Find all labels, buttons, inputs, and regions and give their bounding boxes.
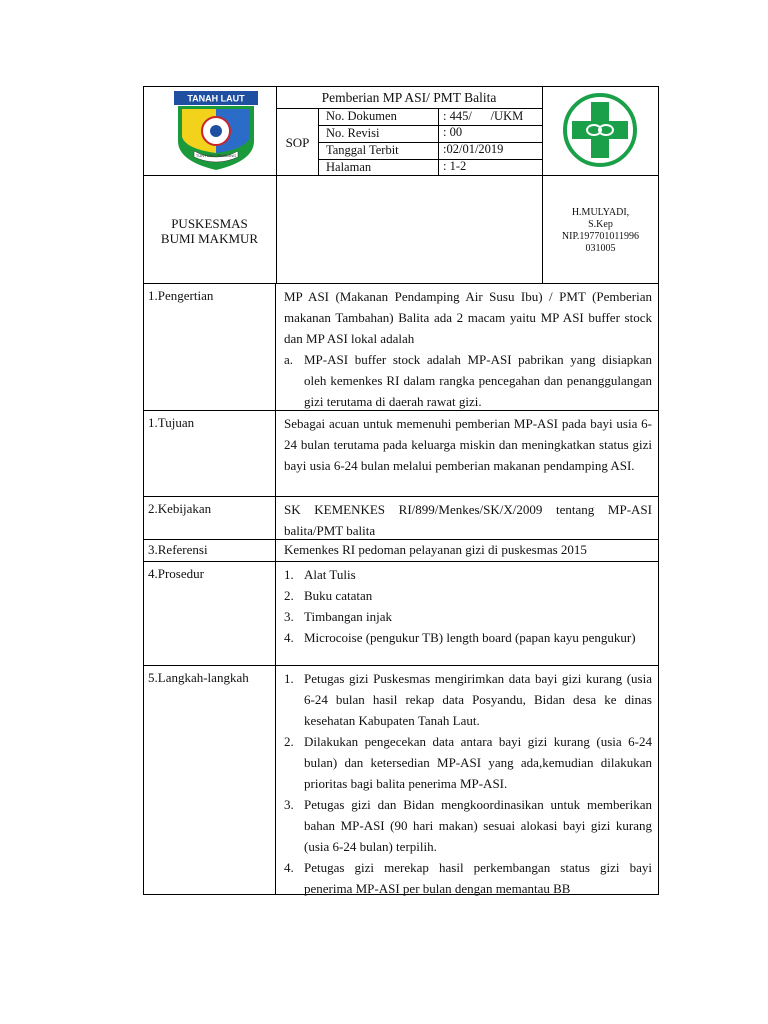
- referensi-text: Kemenkes RI pedoman pelayanan gizi di puskesmas 2015: [284, 542, 587, 557]
- list-item: [284, 668, 652, 731]
- field-value-halaman: : 1-2: [443, 159, 467, 173]
- list-item-number: 2.: [284, 588, 294, 603]
- content-tujuan: [276, 411, 658, 496]
- document-header: [143, 86, 659, 284]
- field-label-halaman: Halaman: [326, 160, 372, 174]
- list-item-text: Petugas gizi dan Bidan mengkoordinasikan untuk memberikan bahan MP-ASI (90 hari makan) sesuai alokasi bayi gizi kurang (usia 6-24 bulan) terpilih.: [304, 797, 652, 854]
- list-item: [284, 606, 652, 627]
- label-pengertian: 1.Pengertian: [144, 284, 276, 410]
- row-tujuan: [144, 411, 658, 497]
- kemenkes-logo: [562, 92, 638, 168]
- signer-nip-line1: NIP.197701011996: [561, 231, 640, 242]
- pengertian-sub-text: MP-ASI buffer stock adalah MP-ASI pabrikan yang disiapkan oleh kemenkes RI dalam rangka pencegahan dan penanggulangan gizi terutama di daerah rawat gizi.: [304, 352, 652, 409]
- field-value-tanggal-terbit: :02/01/2019: [443, 142, 504, 156]
- list-item-number: 1.: [284, 567, 294, 582]
- signer-title: S.Kep: [588, 219, 613, 230]
- row-kebijakan: [144, 497, 658, 540]
- label-kebijakan: 2.Kebijakan: [144, 497, 276, 539]
- list-item-text: Alat Tulis: [304, 567, 356, 582]
- field-label-no-dokumen: No. Dokumen: [326, 109, 397, 123]
- label-tujuan: 1.Tujuan: [144, 411, 276, 496]
- content-langkah-langkah: [276, 666, 658, 894]
- sop-content-table: [143, 284, 659, 895]
- row-referensi: [144, 540, 658, 562]
- list-item-text: Petugas gizi merekap hasil perkembangan status gizi bayi penerima MP-ASI per bulan dengan memantau BB: [304, 860, 652, 896]
- content-pengertian: [276, 284, 658, 410]
- sop-document: [143, 86, 659, 895]
- list-item: [284, 857, 652, 899]
- field-label-no-revisi: No. Revisi: [326, 126, 380, 140]
- content-kebijakan: [276, 497, 658, 539]
- row-prosedur: [144, 562, 658, 666]
- tanah-laut-emblem-motto: TUNTUNG PANDANG: [195, 153, 237, 158]
- list-item-number: 3.: [284, 797, 294, 812]
- list-item: [284, 564, 652, 585]
- content-referensi: [276, 540, 658, 561]
- list-item-number: 3.: [284, 609, 294, 624]
- langkah-list: [284, 668, 652, 899]
- list-item-text: Petugas gizi Puskesmas mengirimkan data bayi gizi kurang (usia 6-24 bulan hasil rekap data Posyandu, Bidan desa ke dinas kesehatan Kabupaten Tanah Laut.: [304, 671, 652, 728]
- list-item: [284, 627, 652, 648]
- label-langkah-langkah: 5.Langkah-langkah: [144, 666, 276, 894]
- field-value-no-dokumen: : 445/ /UKM: [443, 109, 524, 123]
- list-item-number: 1.: [284, 671, 294, 686]
- field-label-tanggal-terbit: Tanggal Terbit: [326, 143, 399, 157]
- tujuan-text: Sebagai acuan untuk memenuhi pemberian MP-ASI pada bayi usia 6-24 bulan terutama pada keluarga miskin dan meningkatkan status gizi bayi usia 6-24 bulan melalui pemberian makanan pendamping ASI.: [284, 416, 652, 473]
- label-prosedur: 4.Prosedur: [144, 562, 276, 665]
- list-item-number: 4.: [284, 630, 294, 645]
- institution-name-line1: PUSKESMAS: [171, 216, 248, 231]
- pengertian-sub-item: [284, 349, 652, 412]
- row-langkah-langkah: [144, 666, 658, 895]
- list-item-number: 2.: [284, 734, 294, 749]
- tanah-laut-emblem-text: TANAH LAUT: [187, 93, 245, 104]
- signer-name: H.MULYADI,: [571, 207, 630, 218]
- pengertian-sub-marker: a.: [284, 352, 294, 367]
- list-item: [284, 731, 652, 794]
- document-title: Pemberian MP ASI/ PMT Balita: [321, 90, 497, 105]
- list-item: [284, 585, 652, 606]
- pengertian-intro: MP ASI (Makanan Pendamping Air Susu Ibu) / PMT (Pemberian makanan Tambahan) Balita ada 2 macam yaitu MP ASI buffer stock dan MP ASI lokal adalah: [284, 289, 652, 346]
- row-pengertian: [144, 284, 658, 411]
- field-value-no-revisi: : 00: [443, 125, 463, 139]
- kebijakan-text: SK KEMENKES RI/899/Menkes/SK/X/2009 tentang MP-ASI balita/PMT balita: [284, 502, 652, 538]
- list-item: [284, 794, 652, 857]
- institution-name-line2: BUMI MAKMUR: [160, 231, 259, 246]
- signer-nip-line2: 031005: [585, 243, 616, 254]
- list-item-text: Dilakukan pengecekan data antara bayi gizi kurang (usia 6-24 bulan) dan ketersedian MP-ASI yang ada,kemudian dilakukan prioritas bagi balita penerima MP-ASI.: [304, 734, 652, 791]
- list-item-text: Microcoise (pengukur TB) length board (papan kayu pengukur): [304, 630, 636, 645]
- content-prosedur: [276, 562, 658, 665]
- prosedur-list: [284, 564, 652, 648]
- label-referensi: 3.Referensi: [144, 540, 276, 561]
- list-item-number: 4.: [284, 860, 294, 875]
- tanah-laut-emblem: [174, 91, 258, 171]
- sop-label: SOP: [285, 135, 310, 150]
- list-item-text: Timbangan injak: [304, 609, 392, 624]
- list-item-text: Buku catatan: [304, 588, 373, 603]
